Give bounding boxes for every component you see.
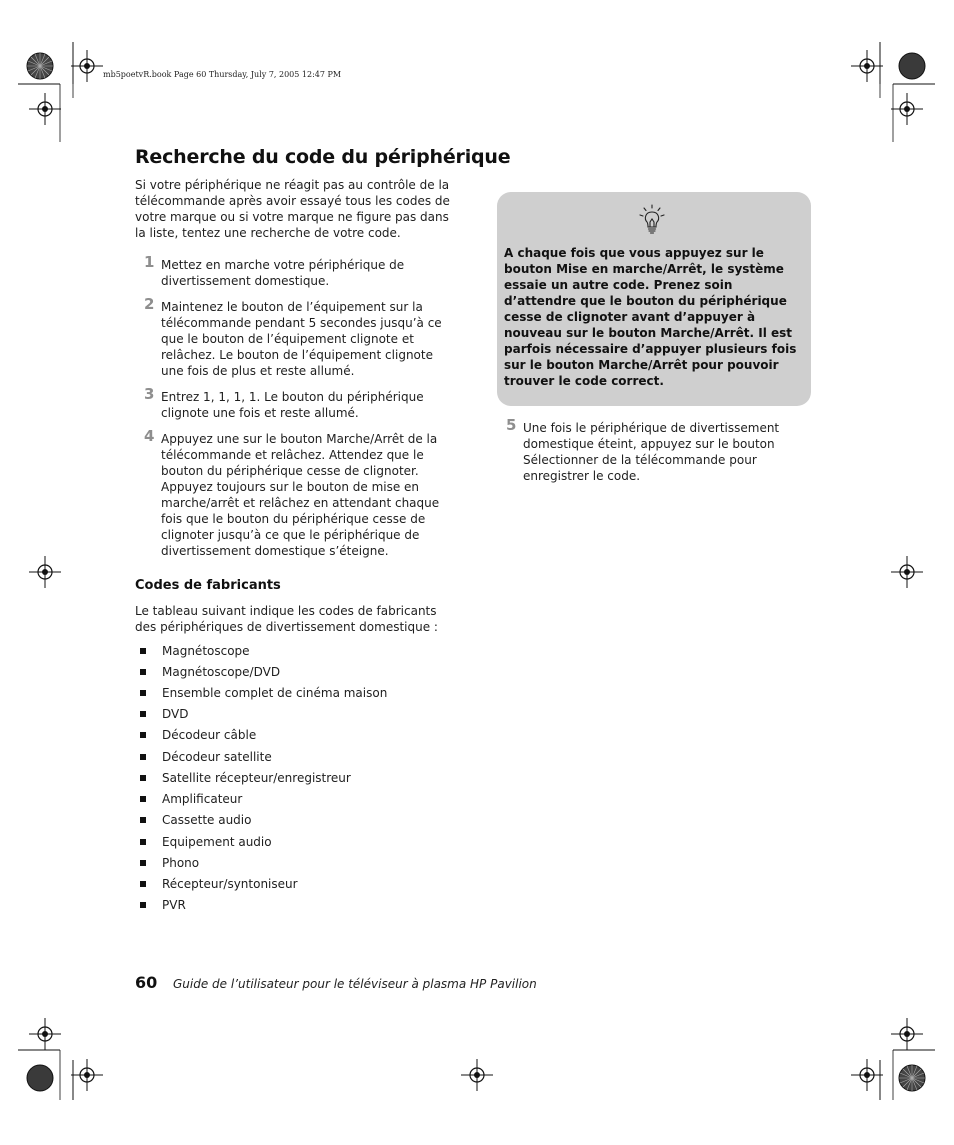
bullet-square-icon: [140, 860, 146, 866]
print-info: mb5poetvR.book Page 60 Thursday, July 7, 2005 12:47 PM: [103, 70, 342, 79]
lightbulb-icon: [636, 204, 668, 236]
step-text: Maintenez le bouton de l’équipement sur la télécommande pendant 5 secondes jusqu’à ce que le bouton de l’équipement clignote et relâchez. Le bouton de l’équipement clignote une fois de plus et reste allumé.: [161, 300, 442, 378]
step-1: [135, 253, 455, 289]
bullet-square-icon: [140, 902, 146, 908]
intro-paragraph: Si votre périphérique ne réagit pas au contrôle de la télécommande après avoir essayé tous les codes de votre marque ou si votre marque ne figure pas dans la liste, tentez une recherche de votre code.: [135, 178, 450, 240]
tip-text: A chaque fois que vous appuyez sur le bouton Mise en marche/Arrêt, le système essaie un autre code. Prenez soin d’attendre que le bouton du périphérique cesse de clignoter avant d’appuyer à nouveau sur le bouton Marche/Arrêt. Il est parfois nécessaire d’appuyer plusieurs fois sur le bouton Marche/Arrêt pour pouvoir trouver le code correct.: [504, 246, 797, 388]
document-page: mb5poetvR.book Page 60 Thursday, July 7, 2005 12:47 PM Recherche du code du périphérique Si votre périphérique ne réagit pas au contrôle de la télécommande après avoir essayé tous les codes de votre marque ou si votre marque ne figure pas dans la liste, tentez une recherche de votre code. 1 Mettez en marche votre périphérique de divertissement domestique. 2 Maintenez le bouton de l’équipement sur la télécommande pendant 5 secondes jusqu’à ce que le bouton de l’équipement clignote et relâchez. Le bouton de l’équipement clignote une fois de plus et reste allumé. 3 Entrez 1, 1, 1, 1. Le bouton du périphérique clignote une fois et reste allumé. 4 Appuyez une sur le bouton Marche/Arrêt de la télécommande et relâchez. Attendez que le bouton du périphérique cesse de clignoter. Appuyez toujours sur le bouton de mise en marche/arrêt et relâchez en attendant chaque fois que le bouton du périphérique cesse de clignoter jusqu’à ce que le périphérique de divertissement domestique s’éteigne. Codes de fabricants Le tableau suivant indique les codes de fabricants des périphériques de divertissement domestique : Magnétoscope Magnétoscope/DVD Ensemble complet de cinéma maison DVD Décodeur câble Décodeur satellite Satellite récepteur/enregistreur Amplificateur Cassette audio Equipement audio Phono Récepteur/syntoniseur PVR A chaque fois que vous appuyez sur le bouton Mise en marche/Arrêt, le système essaie un autre code. Prenez soin d’attendre que le bouton du périphérique cesse de clignoter avant d’appuyer à nouveau sur le bouton Marche/Arrêt. Il est parfois nécessaire d’appuyer plusieurs fois sur le bouton Marche/Arrêt pour pouvoir trouver le code correct. 5 Une fois le périphérique de divertissement domestique éteint, appuyez sur le bouton Sélectionner de la télécommande pour enregistrer le code. 60 Guide de l’utilisateur pour le téléviseur à plasma HP Pavilion: [0, 0, 954, 1145]
step-text: Une fois le périphérique de divertissement domestique éteint, appuyez sur le bouton Sélectionner de la télécommande pour enregistrer le code.: [523, 421, 780, 483]
step-text: Mettez en marche votre périphérique de divertissement domestique.: [161, 258, 405, 288]
step-number: 2: [144, 295, 155, 313]
bullet-square-icon: [140, 711, 146, 717]
bullet-square-icon: [140, 669, 146, 675]
step-text: Entrez 1, 1, 1, 1. Le bouton du périphérique clignote une fois et reste allumé.: [161, 390, 424, 420]
registration-mark-middle-right: [891, 556, 923, 588]
page-title: Recherche du code du périphérique: [135, 146, 511, 168]
bullet-square-icon: [140, 754, 146, 760]
registration-mark-top-right-circle: [899, 53, 925, 79]
step-2: [135, 295, 455, 379]
step-3: [135, 385, 455, 421]
registration-mark-top-left-circle: [27, 53, 53, 79]
section-subheading: Codes de fabricants: [135, 578, 281, 593]
page-number: 60: [135, 973, 158, 992]
registration-mark-bottom-right-circle: [899, 1065, 925, 1091]
bullet-square-icon: [140, 775, 146, 781]
bullet-square-icon: [140, 817, 146, 823]
table-intro-paragraph: Le tableau suivant indique les codes de fabricants des périphériques de divertissement domestique :: [135, 604, 438, 634]
bullet-square-icon: [140, 690, 146, 696]
registration-mark-bottom-center: [461, 1059, 493, 1091]
step-number: 5: [506, 416, 517, 434]
step-text: Appuyez une sur le bouton Marche/Arrêt de la télécommande et relâchez. Attendez que le bouton du périphérique cesse de clignoter. Appuyez toujours sur le bouton de mise en marche/arrêt et relâchez en attendant chaque fois que le bouton du périphérique cesse de clignoter jusqu’à ce que le périphérique de divertissement domestique s’éteigne.: [161, 432, 440, 558]
step-number: 3: [144, 385, 155, 403]
bullet-square-icon: [140, 881, 146, 887]
registration-mark-middle-left: [29, 556, 61, 588]
bullet-square-icon: [140, 648, 146, 654]
tip-box: [497, 192, 811, 406]
bullet-square-icon: [140, 732, 146, 738]
step-5: [497, 416, 817, 484]
footer-guide-title: Guide de l’utilisateur pour le téléviseur à plasma HP Pavilion: [173, 977, 537, 991]
registration-mark-bottom-left-circle: [27, 1065, 53, 1091]
bullet-square-icon: [140, 796, 146, 802]
bullet-square-icon: [140, 839, 146, 845]
step-number: 4: [144, 427, 155, 445]
step-number: 1: [144, 253, 155, 271]
step-4: [135, 427, 455, 559]
